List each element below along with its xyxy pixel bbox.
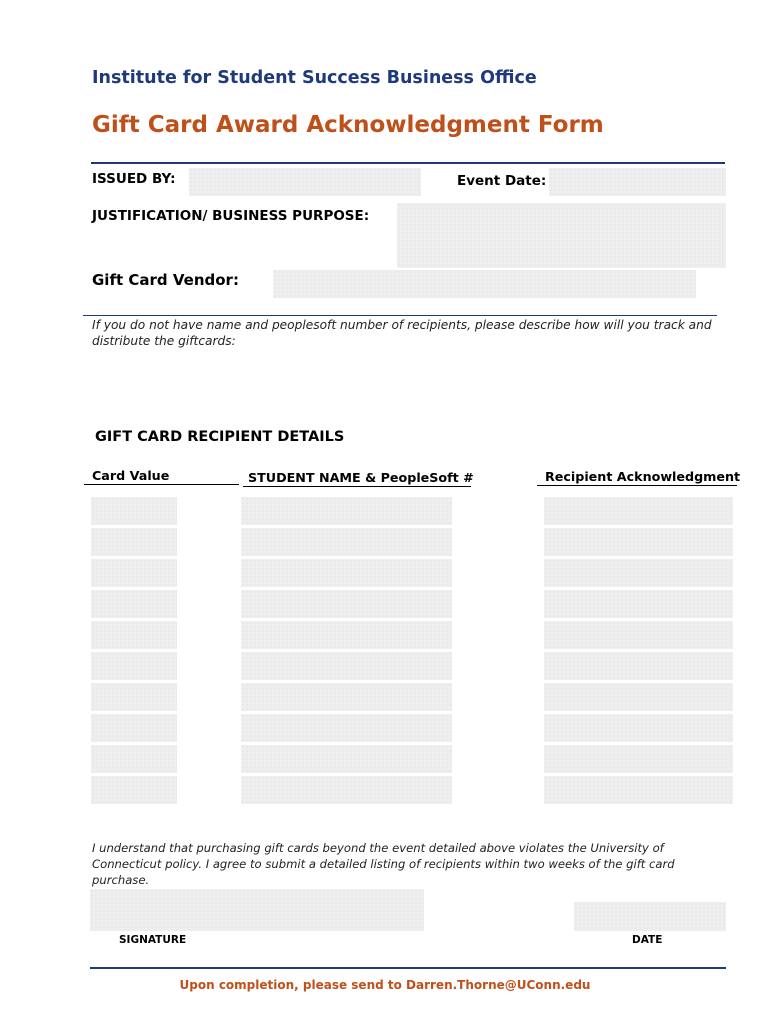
justification-label: JUSTIFICATION/ BUSINESS PURPOSE: [92, 208, 370, 224]
ack-field[interactable] [544, 528, 733, 556]
ack-field[interactable] [544, 745, 733, 773]
card-value-field[interactable] [91, 683, 177, 711]
ack-field[interactable] [544, 683, 733, 711]
card-value-field[interactable] [91, 745, 177, 773]
signature-label: SIGNATURE [119, 934, 187, 946]
ack-field[interactable] [544, 621, 733, 649]
student-field[interactable] [241, 497, 452, 525]
recipients-section-title: GIFT CARD RECIPIENT DETAILS [95, 429, 345, 445]
card-value-field[interactable] [91, 590, 177, 618]
card-value-field[interactable] [91, 621, 177, 649]
student-field[interactable] [241, 528, 452, 556]
card-value-header: Card Value [92, 468, 170, 483]
card-value-field[interactable] [91, 652, 177, 680]
ack-header: Recipient Acknowledgment [545, 469, 741, 484]
student-field[interactable] [241, 776, 452, 804]
issued-by-field[interactable] [189, 168, 421, 196]
institute-heading: Institute for Student Success Business Office [92, 68, 537, 88]
card-value-field[interactable] [91, 776, 177, 804]
student-field[interactable] [241, 621, 452, 649]
vendor-label: Gift Card Vendor: [92, 271, 239, 289]
event-date-field[interactable] [549, 168, 726, 196]
vendor-field[interactable] [273, 270, 696, 298]
student-header: STUDENT NAME & PeopleSoft # [248, 470, 474, 485]
footer-divider [90, 967, 726, 969]
ack-field[interactable] [544, 652, 733, 680]
card-value-field[interactable] [91, 528, 177, 556]
card-value-field[interactable] [91, 559, 177, 587]
card-value-field[interactable] [91, 714, 177, 742]
card-value-field[interactable] [91, 497, 177, 525]
student-field[interactable] [241, 652, 452, 680]
vendor-divider [83, 315, 717, 316]
justification-field[interactable] [397, 203, 726, 268]
date-label: DATE [632, 934, 663, 946]
agreement-text: I understand that purchasing gift cards beyond the event detailed above violates the University of Connecticut policy. I agree to submit a detailed listing of recipients within two weeks of the gift card purchase. [92, 841, 675, 887]
card-value-underline [84, 484, 239, 485]
tracking-note: If you do not have name and peoplesoft number of recipients, please describe how will you track and distribute the giftcards: [92, 318, 712, 348]
issued-by-label: ISSUED BY: [92, 171, 176, 187]
ack-underline [537, 485, 737, 486]
ack-field[interactable] [544, 497, 733, 525]
student-field[interactable] [241, 683, 452, 711]
student-underline [243, 486, 471, 487]
date-field[interactable] [574, 902, 726, 931]
form-title: Gift Card Award Acknowledgment Form [92, 112, 604, 138]
event-date-label: Event Date: [457, 173, 547, 189]
ack-field[interactable] [544, 776, 733, 804]
footer-instruction: Upon completion, please send to Darren.Thorne@UConn.edu [179, 978, 591, 992]
ack-field[interactable] [544, 714, 733, 742]
student-field[interactable] [241, 745, 452, 773]
student-field[interactable] [241, 590, 452, 618]
student-field[interactable] [241, 559, 452, 587]
student-field[interactable] [241, 714, 452, 742]
signature-field[interactable] [90, 889, 424, 931]
ack-field[interactable] [544, 590, 733, 618]
ack-field[interactable] [544, 559, 733, 587]
header-divider [91, 162, 725, 164]
